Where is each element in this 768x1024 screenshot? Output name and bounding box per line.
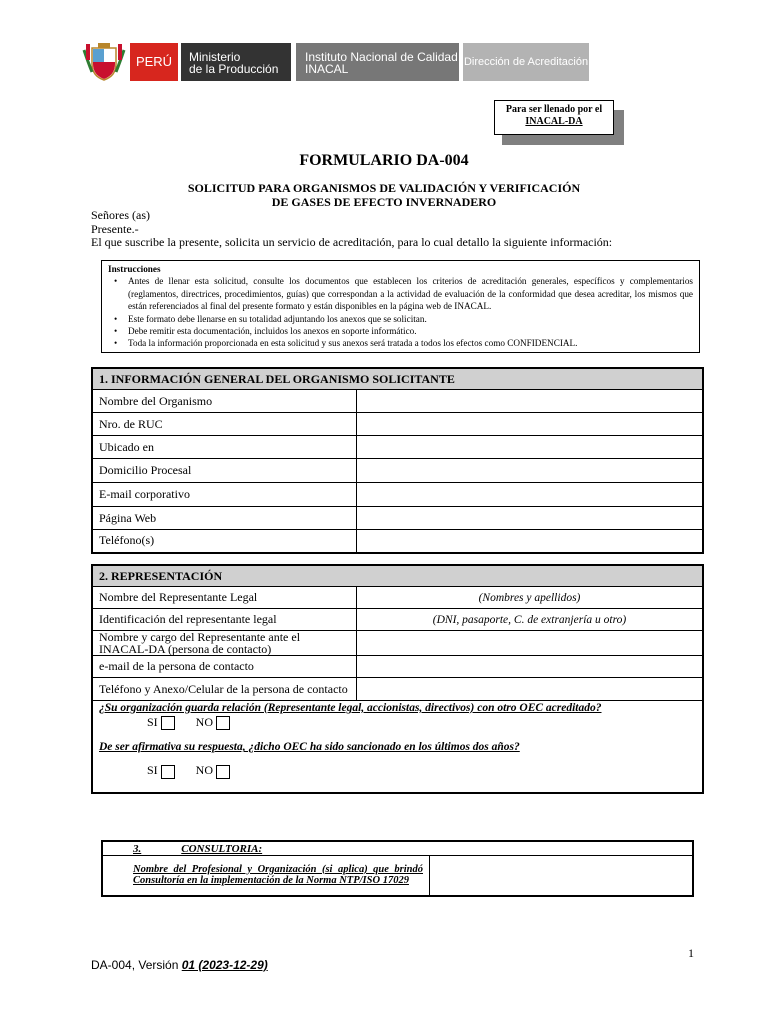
yes-label: SI (147, 763, 158, 778)
field-label: Nombre y cargo del Representante ante el INACAL-DA (persona de contacto) (92, 631, 357, 656)
instruction-item: • Este formato debe llenarse en su totalidad adjuntando los anexos que se solicitan. (128, 313, 693, 325)
inacal-label: Instituto Nacional de Calidad INACAL (296, 43, 459, 81)
peru-label: PERÚ (130, 43, 178, 81)
field-label: Teléfono y Anexo/Celular de la persona de contacto (92, 678, 357, 701)
field-label: Ubicado en (92, 436, 357, 459)
form-subtitle: SOLICITUD PARA ORGANISMOS DE VALIDACIÓN Y VERIFICACIÓN DE GASES DE EFECTO INVERNADERO (187, 181, 581, 209)
version-label: DA-004, Versión 01 (2023-12-29) (91, 958, 268, 972)
intro-text: Señores (as) Presente.- El que suscribe la presente, solicita un servicio de acreditación, para lo cual detallo la siguiente información: (91, 208, 613, 249)
field-input[interactable] (357, 390, 704, 413)
field-input[interactable] (357, 631, 704, 656)
yes-checkbox-q1[interactable] (161, 716, 175, 730)
section1-heading: 1. INFORMACIÓN GENERAL DEL ORGANISMO SOLICITANTE (92, 368, 703, 390)
field-input[interactable] (357, 413, 704, 436)
section2-table (91, 564, 704, 794)
field-label: Página Web (92, 507, 357, 530)
page-number: 1 (688, 946, 694, 960)
field-label: Nro. de RUC (92, 413, 357, 436)
instructions-heading: Instrucciones (108, 264, 161, 274)
question-related-oec: ¿Su organización guarda relación (Representante legal, accionistas, directivos) con otro OEC acreditado? (99, 702, 602, 714)
field-input[interactable] (357, 507, 704, 530)
yes-checkbox-q2[interactable] (161, 765, 175, 779)
no-label: NO (195, 715, 214, 729)
question-sanctioned: De ser afirmativa su respuesta, ¿dicho OEC ha sido sancionado en los últimos dos años? (99, 741, 520, 754)
field-input[interactable] (357, 678, 704, 701)
field-input[interactable] (430, 856, 694, 896)
field-input[interactable] (357, 530, 704, 553)
inacal-fill-box: Para ser llenado por el INACAL-DA (494, 100, 614, 135)
field-label: Nombre del Organismo (92, 390, 357, 413)
direccion-label: Dirección de Acreditación (463, 43, 589, 81)
field-label: Identificación del representante legal (92, 609, 357, 631)
instruction-item: • Toda la información proporcionada en esta solicitud y sus anexos será tratada a todos los efectos como CONFIDENCIAL. (128, 337, 693, 349)
field-label: e-mail de la persona de contacto (92, 656, 357, 678)
field-input[interactable] (357, 656, 704, 678)
field-label: Nombre del Profesional y Organización (si aplica) que brindó Consultoría en la implementación de la Norma NTP/ISO 17029 (102, 856, 430, 896)
instruction-item: • Antes de llenar esta solicitud, consulte los documentos que establecen los criterios de acreditación generales, específicos y complementarios (reglamentos, directrices, procedimientos, guías) que correspondan a la actividad de evaluación de la conformidad que desea acreditar, los mismos que están referenciados al final del presente formato y están disponibles en la página web de INACAL. (128, 275, 693, 312)
no-label: NO (195, 763, 214, 778)
instruction-item: • Debe remitir esta documentación, incluidos los anexos en soporte informático. (128, 325, 693, 337)
field-input[interactable]: (Nombres y apellidos) (357, 587, 704, 609)
no-checkbox-q2[interactable] (216, 765, 230, 779)
ministerio-label: Ministerio de la Producción (181, 43, 291, 81)
section1-table (91, 367, 704, 554)
section3-heading: 3. CONSULTORIA: (102, 841, 693, 856)
instructions-box (101, 260, 700, 353)
field-label: Domicilio Procesal (92, 459, 357, 483)
field-label: Teléfono(s) (92, 530, 357, 553)
field-label: E-mail corporativo (92, 483, 357, 507)
field-input[interactable] (357, 483, 704, 507)
field-label: Nombre del Representante Legal (92, 587, 357, 609)
field-input[interactable]: (DNI, pasaporte, C. de extranjería u otro) (357, 609, 704, 631)
yes-label: SI (147, 715, 158, 729)
section2-heading: 2. REPRESENTACIÓN (92, 565, 703, 587)
form-title: FORMULARIO DA-004 (299, 152, 469, 169)
coat-of-arms-logo (82, 42, 126, 82)
field-input[interactable] (357, 436, 704, 459)
no-checkbox-q1[interactable] (216, 716, 230, 730)
section3-table (101, 840, 694, 897)
related-oec-questions (92, 701, 703, 793)
field-input[interactable] (357, 459, 704, 483)
